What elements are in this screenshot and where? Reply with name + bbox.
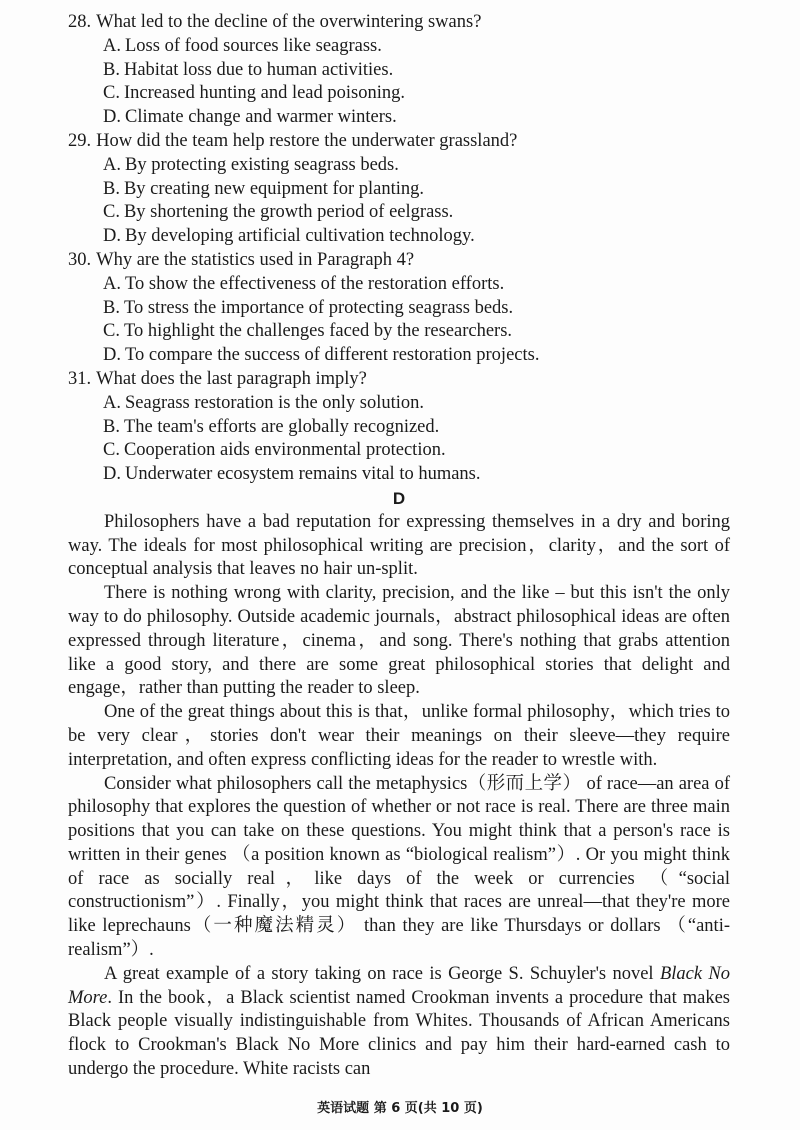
- question-stem: [68, 130, 730, 154]
- option-letter: B.: [103, 297, 120, 318]
- question-number: 29.: [68, 130, 92, 151]
- option-letter: A.: [103, 273, 121, 294]
- option-c: [68, 82, 730, 106]
- option-d: [68, 344, 730, 368]
- question-31: [68, 368, 730, 487]
- option-text: Underwater ecosystem remains vital to humans.: [125, 464, 481, 485]
- question-number: 31.: [68, 368, 92, 389]
- option-text: To show the effectiveness of the restoration efforts.: [125, 273, 505, 294]
- option-letter: D.: [103, 464, 121, 485]
- option-letter: C.: [103, 440, 120, 461]
- passage-paragraph-2: There is nothing wrong with clarity, precision, and the like – but this isn't the only way to do philosophy. Outside academic journals，abstract philosophical ideas are often expressed through literature，cinema，and song. There's nothing that grabs attention like a good story, and there are some great philosophical stories that delight and engage，rather than putting the reader to sleep.: [68, 583, 730, 699]
- passage-paragraph-5: [68, 963, 730, 1082]
- passage-paragraph-1: Philosophers have a bad reputation for expressing themselves in a dry and boring way. The ideals for most philosophical writing are precision，clarity，and the sort of conceptual analysis that leaves no hair un-split.: [68, 511, 730, 580]
- option-text: Habitat loss due to human activities.: [123, 59, 394, 80]
- option-letter: B.: [103, 178, 120, 199]
- question-30: [68, 249, 730, 368]
- option-text: By creating new equipment for planting.: [123, 178, 424, 199]
- passage-paragraph-4: Consider what philosophers call the metaphysics（形而上学） of race—an area of philosophy that explores the question of whether or not race is real. There are three main positions that you can take on these questions. You might think that a person's race is written in their genes （a position known as “biological realism”）. Or you might think of race as socially real，like days of the week or currencies （“social constructionism”）. Finally，you might think that races are unreal—that they're more like leprechauns（一种魔法精灵） than they are like Thursdays or dollars （“anti-realism”）.: [68, 773, 730, 961]
- option-text: Increased hunting and lead poisoning.: [123, 83, 405, 104]
- option-text: Loss of food sources like seagrass.: [125, 35, 382, 56]
- question-number: 30.: [68, 249, 92, 270]
- option-letter: C.: [103, 202, 120, 223]
- option-letter: B.: [103, 416, 120, 437]
- option-letter: C.: [103, 83, 120, 104]
- option-text: The team's efforts are globally recognized.: [123, 416, 440, 437]
- option-c: [68, 320, 730, 344]
- option-b: [68, 59, 730, 83]
- option-a: [68, 35, 730, 59]
- paragraph-text: A great example of a story taking on race is George S. Schuyler's novel: [104, 963, 660, 984]
- option-b: [68, 178, 730, 202]
- option-a: [68, 273, 730, 297]
- question-text: What does the last paragraph imply?: [96, 368, 367, 389]
- option-letter: B.: [103, 59, 120, 80]
- option-a: [68, 154, 730, 178]
- option-c: [68, 439, 730, 463]
- option-d: [68, 106, 730, 130]
- passage-paragraph-3: One of the great things about this is that，unlike formal philosophy，which tries to be very clear，stories don't wear their meanings on their sleeve—they require interpretation, and often express conflicting ideas for the reader to wrestle with.: [68, 702, 730, 770]
- question-28: [68, 11, 730, 130]
- option-c: [68, 201, 730, 225]
- page-content: [68, 11, 730, 1082]
- option-letter: A.: [103, 154, 121, 175]
- option-d: [68, 463, 730, 487]
- option-d: [68, 225, 730, 249]
- option-b: [68, 297, 730, 321]
- option-letter: D.: [103, 345, 121, 366]
- option-letter: C.: [103, 321, 120, 342]
- option-b: [68, 416, 730, 440]
- option-letter: A.: [103, 392, 121, 413]
- novel-title: Black No More: [68, 963, 731, 1008]
- option-text: To highlight the challenges faced by the researchers.: [123, 321, 513, 342]
- option-text: To stress the importance of protecting seagrass beds.: [123, 297, 514, 318]
- question-text: What led to the decline of the overwintering swans?: [96, 12, 482, 32]
- option-letter: D.: [103, 107, 121, 128]
- option-text: Seagrass restoration is the only solution.: [125, 392, 425, 413]
- option-letter: D.: [103, 226, 121, 247]
- option-text: Climate change and warmer winters.: [125, 107, 397, 128]
- option-text: By developing artificial cultivation technology.: [125, 226, 475, 247]
- option-a: [68, 392, 730, 416]
- option-letter: A.: [103, 35, 121, 56]
- option-text: By shortening the growth period of eelgrass.: [123, 202, 454, 223]
- question-stem: [68, 368, 730, 392]
- question-text: How did the team help restore the underwater grassland?: [96, 130, 518, 151]
- option-text: Cooperation aids environmental protection.: [123, 440, 446, 461]
- question-text: Why are the statistics used in Paragraph 4?: [96, 249, 415, 270]
- option-text: By protecting existing seagrass beds.: [125, 154, 399, 175]
- question-stem: [68, 249, 730, 273]
- question-stem: [68, 11, 730, 35]
- question-29: [68, 130, 730, 249]
- paragraph-text: . In the book，a Black scientist named Crookman invents a procedure that makes Black people visually indistinguishable from Whites. Thousands of African Americans flock to Crookman's Black No More clinics and pay him their hard-earned cash to undergo the procedure. White racists can: [68, 987, 730, 1080]
- question-number: 28.: [68, 12, 92, 32]
- page-footer: 英语试题 第 6 页(共 10 页): [317, 1101, 483, 1116]
- section-heading: D: [392, 488, 406, 508]
- option-text: To compare the success of different restoration projects.: [125, 345, 540, 366]
